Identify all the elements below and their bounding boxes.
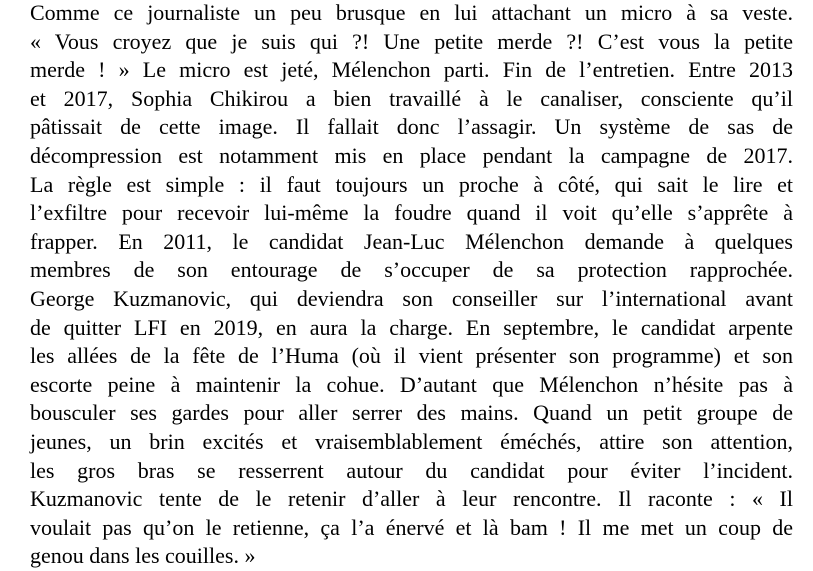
text-line: bousculer ses gardes pour aller serrer des mains. Quand un petit groupe de bbox=[30, 400, 793, 426]
text-line: de quitter LFI en 2019, en aura la charge. En septembre, le candidat arpente bbox=[30, 314, 793, 340]
text-line: décompression est notamment mis en place pendant la campagne de 2017. bbox=[30, 142, 793, 168]
text-line: escorte peine à maintenir la cohue. D’autant que Mélenchon n’hésite pas à bbox=[30, 371, 793, 397]
text-line: voulait pas qu’on le retienne, ça l’a énervé et là bam ! Il me met un coup de bbox=[30, 514, 793, 540]
text-line: genou dans les couilles. » bbox=[30, 543, 256, 569]
text-line: La règle est simple : il faut toujours un proche à côté, qui sait le lire et bbox=[30, 171, 793, 197]
body-paragraph bbox=[30, 0, 793, 571]
text-line: Kuzmanovic tente de le retenir d’aller à leur rencontre. Il raconte : « Il bbox=[30, 486, 793, 512]
text-line: « Vous croyez que je suis qui ?! Une petite merde ?! C’est vous la petite bbox=[30, 28, 793, 54]
text-line: Comme ce journaliste un peu brusque en lui attachant un micro à sa veste. bbox=[30, 0, 793, 25]
text-line: les allées de la fête de l’Huma (où il vient présenter son programme) et son bbox=[30, 343, 793, 369]
text-line: membres de son entourage de s’occuper de sa protection rapprochée. bbox=[30, 257, 793, 283]
text-line: l’exfiltre pour recevoir lui-même la foudre quand il voit qu’elle s’apprête à bbox=[30, 200, 793, 226]
text-line: merde ! » Le micro est jeté, Mélenchon parti. Fin de l’entretien. Entre 2013 bbox=[30, 57, 793, 83]
text-line: frapper. En 2011, le candidat Jean-Luc Mélenchon demande à quelques bbox=[30, 228, 793, 254]
text-line: jeunes, un brin excités et vraisemblablement éméchés, attire son attention, bbox=[30, 428, 793, 454]
text-line: George Kuzmanovic, qui deviendra son conseiller sur l’international avant bbox=[30, 285, 793, 311]
text-line: les gros bras se resserrent autour du candidat pour éviter l’incident. bbox=[30, 457, 793, 483]
text-line: et 2017, Sophia Chikirou a bien travaillé à le canaliser, consciente qu’il bbox=[30, 85, 793, 111]
text-line: pâtissait de cette image. Il fallait donc l’assagir. Un système de sas de bbox=[30, 114, 793, 140]
